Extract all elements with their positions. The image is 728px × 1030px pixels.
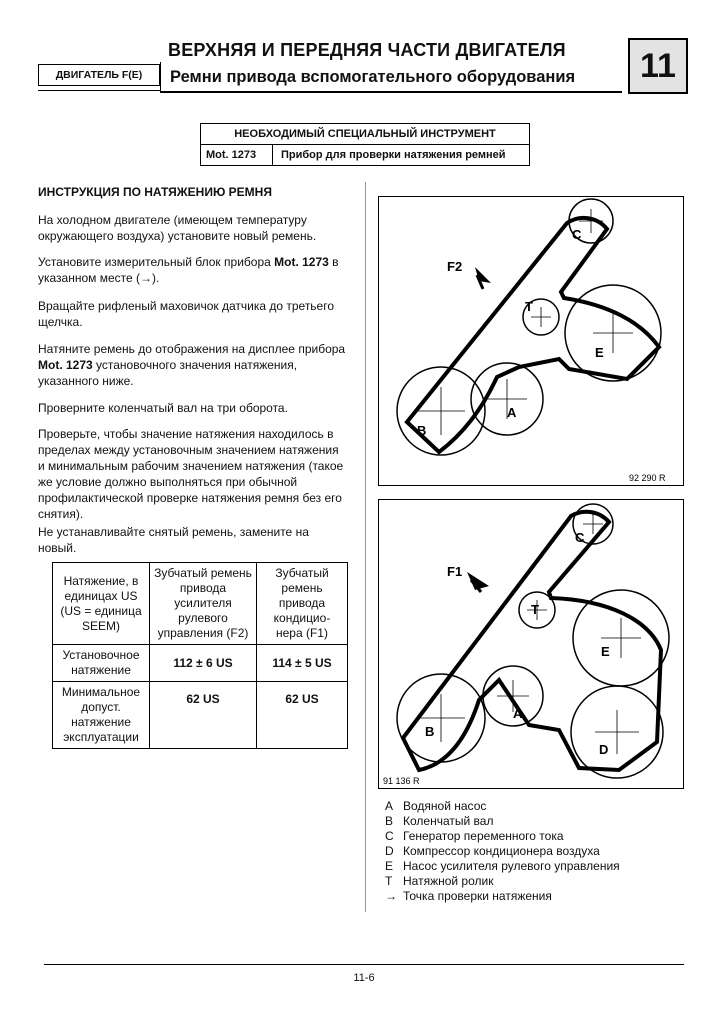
column-divider (365, 182, 366, 912)
row-minimum-f2: 62 US (150, 682, 257, 749)
label-d-f1: D (599, 742, 609, 757)
special-tool-box (200, 123, 530, 166)
engine-label: ДВИГАТЕЛЬ F(E) (38, 64, 160, 86)
legend-item: A Водяной насос (385, 799, 487, 813)
label-e-f1: E (601, 644, 610, 659)
label-e-f2: E (595, 345, 604, 360)
table-header-f1: Зубчатый ремень привода кондицио-нера (F1) (257, 563, 348, 645)
paragraph-2: Установите измерительный блок прибора Mot. 1273 в указанном месте (→). (38, 255, 339, 285)
special-tool-row (201, 145, 529, 165)
header-divider (160, 62, 161, 92)
belt-label-f2: F2 (447, 259, 463, 274)
paragraph-4: Натяните ремень до отображения на дисплее прибора Mot. 1273 установочного значения натяжения, указанного ниже. (38, 342, 346, 388)
f1-arrow (467, 572, 489, 592)
page-title: ВЕРХНЯЯ И ПЕРЕДНЯЯ ЧАСТИ ДВИГАТЕЛЯ (168, 40, 566, 60)
label-t-f2: T (525, 299, 533, 314)
page-number: 11-6 (353, 972, 375, 984)
row-setting-f1: 114 ± 5 US (257, 645, 348, 682)
label-c-f2: C (572, 227, 582, 242)
header-underline (160, 91, 622, 93)
row-minimum-f1: 62 US (257, 682, 348, 749)
table-header-f2: Зубчатый ремень привода усилителя рулевого управления (F2) (150, 563, 257, 645)
label-a-f2: A (507, 405, 517, 420)
paragraph-5: Проверните коленчатый вал на три оборота. (38, 401, 288, 415)
paragraph-7: Не устанавливайте снятый ремень, замените на новый. (38, 525, 309, 555)
chapter-number: 11 (628, 38, 688, 94)
row-minimum-label: Минимальное допуст. натяжение эксплуатации (53, 682, 150, 749)
row-setting-f2: 112 ± 6 US (150, 645, 257, 682)
table-header-tension: Натяжение, в единицах US (US = единица SEEM) (53, 563, 150, 645)
label-b-f1: B (425, 724, 435, 739)
special-tool-heading: НЕОБХОДИМЫЙ СПЕЦИАЛЬНЫЙ ИНСТРУМЕНТ (201, 124, 529, 145)
paragraph-6: Проверьте, чтобы значение натяжения находилось в пределах между установочным значением натяжения и минимальным рабочим значением натяжения (такое же условие должно выполняться при обычной профилактической проверке натяжения ремня без его снятия). (38, 427, 344, 521)
header-underline-left (38, 90, 160, 91)
paragraph-1: На холодном двигателе (имеющем температуру окружающего воздуха) установите новый ремень. (38, 213, 317, 243)
belt-label-f1: F1 (447, 564, 463, 579)
paragraph-3: Вращайте рифленый маховичок датчика до третьего щелчка. (38, 299, 335, 329)
legend-item: D Компрессор кондиционера воздуха (385, 844, 600, 858)
label-c-f1: C (575, 530, 585, 545)
figure-ref-f2: 92 290 R (629, 473, 666, 483)
tool-code: Mot. 1273 (201, 145, 273, 165)
tension-table (52, 562, 348, 749)
label-b-f2: B (417, 423, 427, 438)
page-subtitle: Ремни привода вспомогательного оборудования (170, 68, 576, 86)
footer-line (44, 964, 684, 965)
legend-item: T Натяжной ролик (385, 874, 494, 888)
legend-item: → Точка проверки натяжения (385, 889, 552, 903)
tool-description: Прибор для проверки натяжения ремней (281, 149, 506, 161)
row-setting-label: Установочное натяжение (53, 645, 150, 682)
label-a-f1: A (513, 706, 523, 721)
legend-item: E Насос усилителя рулевого управления (385, 859, 620, 873)
belt-diagram-f2 (378, 196, 684, 486)
legend (385, 799, 620, 904)
section-title: ИНСТРУКЦИЯ ПО НАТЯЖЕНИЮ РЕМНЯ (38, 185, 272, 199)
f2-arrow (475, 267, 491, 289)
legend-item: C Генератор переменного тока (385, 829, 564, 843)
figure-ref-f1: 91 136 R (383, 776, 420, 786)
belt-diagram-f1 (378, 499, 684, 789)
label-t-f1: T (531, 602, 539, 617)
legend-item: B Коленчатый вал (385, 814, 494, 828)
